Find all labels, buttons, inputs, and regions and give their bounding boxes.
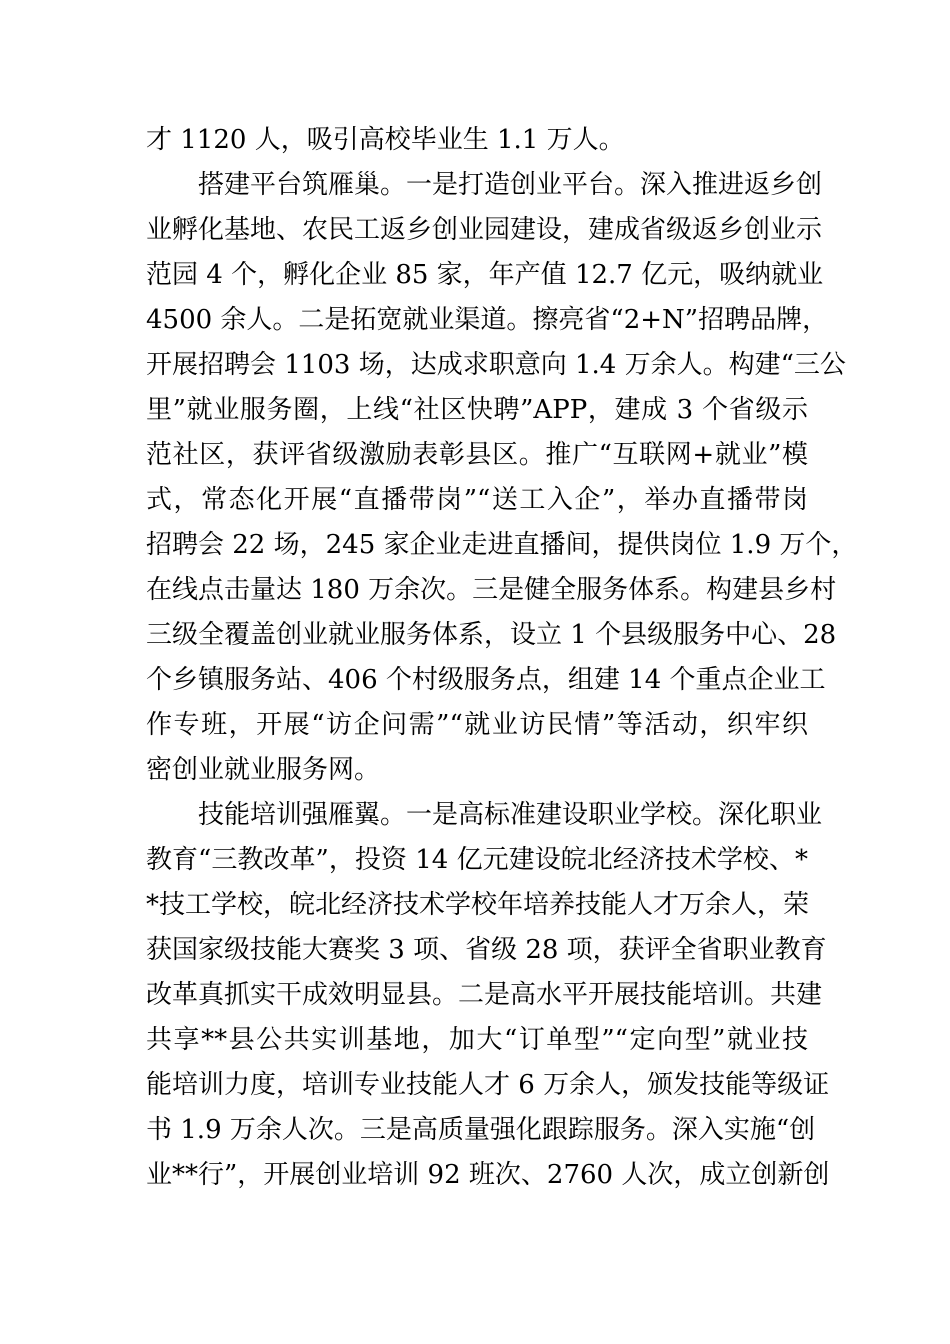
text-line-10: 招聘会 22 场，245 家企业走进直播间，提供岗位 1.9 万个， (146, 530, 858, 560)
text-line-16: 技能培训强雁翼。一是高标准建设职业学校。深化职业 (198, 800, 823, 830)
text-line-11: 在线点击量达 180 万余次。三是健全服务体系。构建县乡村 (146, 575, 837, 605)
text-line-3: 业孵化基地、农民工返乡创业园建设，建成省级返乡创业示 (146, 215, 823, 245)
text-line-7: 里”就业服务圈，上线“社区快聘”APP，建成 3 个省级示 (146, 395, 808, 425)
text-line-22: 能培训力度，培训专业技能人才 6 万余人，颁发技能等级证 (146, 1070, 830, 1100)
text-line-20: 改革真抓实干成效明显县。二是高水平开展技能培训。共建 (146, 980, 823, 1010)
text-line-6: 开展招聘会 1103 场，达成求职意向 1.4 万余人。构建“三公 (146, 350, 846, 380)
text-line-4: 范园 4 个，孵化企业 85 家，年产值 12.7 亿元，吸纳就业 (146, 260, 824, 290)
text-line-17: 教育“三教改革”，投资 14 亿元建设皖北经济技术学校、* (146, 845, 808, 875)
text-line-18: *技工学校，皖北经济技术学校年培养技能人才万余人，荣 (146, 890, 810, 920)
text-line-5: 4500 余人。二是拓宽就业渠道。擦亮省“2+N”招聘品牌， (146, 305, 829, 335)
text-line-21: 共享**县公共实训基地，加大“订单型”“定向型”就业技 (146, 1025, 808, 1055)
text-line-9: 式，常态化开展“直播带岗”“送工入企”，举办直播带岗 (146, 485, 808, 515)
text-line-14: 作专班，开展“访企问需”“就业访民情”等活动，织牢织 (146, 710, 808, 740)
text-line-13: 个乡镇服务站、406 个村级服务点，组建 14 个重点企业工 (146, 665, 826, 695)
text-line-23: 书 1.9 万余人次。三是高质量强化跟踪服务。深入实施“创 (146, 1115, 816, 1145)
text-line-1: 才 1120 人，吸引高校毕业生 1.1 万人。 (146, 125, 625, 155)
text-line-8: 范社区，获评省级激励表彰县区。推广“互联网+就业”模 (146, 440, 808, 470)
text-line-2: 搭建平台筑雁巢。一是打造创业平台。深入推进返乡创 (198, 170, 823, 200)
text-line-12: 三级全覆盖创业就业服务体系，设立 1 个县级服务中心、28 (146, 620, 837, 650)
text-line-24: 业**行”，开展创业培训 92 班次、2760 人次，成立创新创 (146, 1160, 830, 1190)
text-line-15: 密创业就业服务网。 (146, 755, 381, 785)
text-line-19: 获国家级技能大赛奖 3 项、省级 28 项，获评全省职业教育 (146, 935, 827, 965)
